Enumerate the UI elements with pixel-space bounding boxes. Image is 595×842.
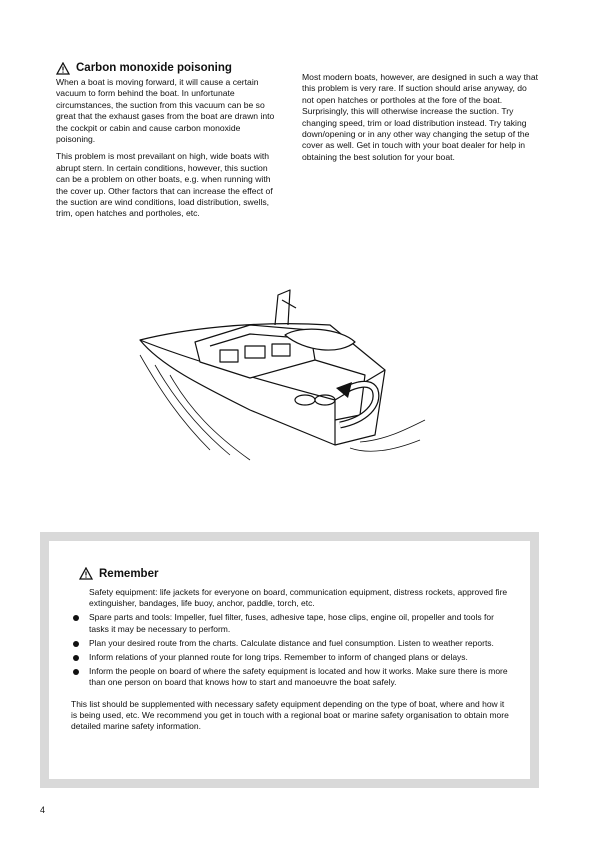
section-title: Carbon monoxide poisoning [76,61,232,74]
paragraph: When a boat is moving forward, it will cause a certain vacuum to form behind the boat. In unfortunate circumstances, the suction from this vacuum can be so great that the exhaust gases from the boat are drawn into the cockpit or cabin and cause carbon monoxide poisoning. [56,77,275,145]
list-item [71,612,510,634]
remember-content [71,587,510,732]
left-column [56,62,280,226]
bullet-icon [73,655,79,661]
remember-list [71,612,510,688]
right-column [302,72,540,169]
bullet-icon [73,641,79,647]
remember-box-inner [49,541,530,779]
list-item [71,666,510,688]
list-item-text: Plan your desired route from the charts. Calculate distance and fuel consumption. Listen to weather reports. [89,637,494,648]
list-item-text: Inform the people on board of where the safety equipment is located and how it works. Make sure there is more than one person on board that knows how to start and manoeuvre the boat safely. [89,666,508,688]
warning-triangle-icon [79,567,93,580]
remember-outro: This list should be supplemented with necessary safety equipment depending on the type of boat, where and how it is being used, etc. We recommend you get in touch with a regional boat or marine safety organisation to obtain more detailed marine safety information. [71,698,509,732]
list-item [71,638,510,649]
warning-triangle-icon [56,62,70,75]
list-item [71,652,510,663]
boat-suction-illustration [100,270,430,470]
list-item-text: Spare parts and tools: Impeller, fuel filter, fuses, adhesive tape, hose clips, engine oil, propeller and tools for tasks it may be necessary to perform. [89,612,494,634]
remember-box [40,532,539,788]
bullet-icon [73,615,79,621]
paragraph: This problem is most prevailant on high, wide boats with abrupt stern. In certain conditions, however, this suction can be a problem on other boats, e.g. when running with the cover up. Other factors that can increase the effect of the suction are wind conditions, load distribution, swells, trim, open hatches and portholes, etc. [56,151,273,219]
section-heading [56,62,280,75]
list-item-text: Inform relations of your planned route for long trips. Remember to inform of changed plans or delays. [89,652,468,663]
remember-intro: Safety equipment: life jackets for everyone on board, communication equipment, distress rockets, approved fire extinguisher, bandages, life buoy, anchor, paddle, torch, etc. [89,587,508,609]
page-number: 4 [40,805,46,815]
remember-title: Remember [99,567,159,580]
paragraph: Most modern boats, however, are designed in such a way that this problem is very rare. If suction should arise anyway, do not open hatches or portholes at the fore of the boat. Surprisingly, this will otherwise increase the suction. Try changing speed, trim or load distribution instead. Try taking down/opening or in any other way changing the setup of the cover as well. Get in touch with your boat dealer for help in obtaining the best solution for your boat. [302,72,538,162]
remember-heading [79,567,158,580]
bullet-icon [73,669,79,675]
